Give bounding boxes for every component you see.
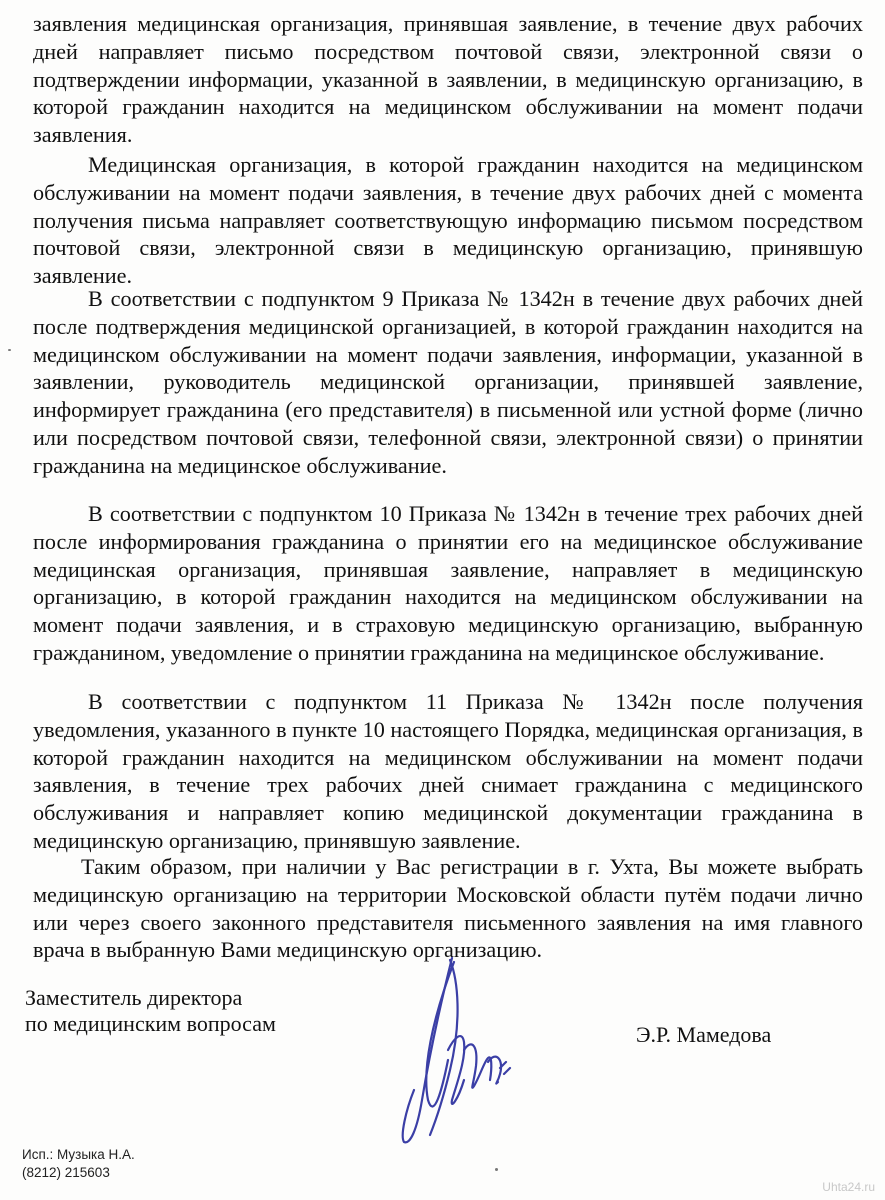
paragraph-1: заявления медицинская организация, принявшая заявление, в течение двух рабочих дней направляет письмо посредством почтовой связи, электронной связи о подтверждении информации, указанной в заявлении, в медицинскую организацию, в которой гражданин находится на медицинском обслуживании на момент подачи заявления. [33, 11, 863, 148]
site-watermark: Uhta24.ru [822, 1180, 875, 1194]
executor-name: Исп.: Музыка Н.А. [22, 1147, 135, 1162]
paragraph-2: Медицинская организация, в которой гражданин находится на медицинском обслуживании на момент подачи заявления, в течение двух рабочих дней с момента получения письма направляет соответствующую информацию письмом посредством почтовой связи, электронной связи в медицинскую организацию, принявшую заявление. [33, 152, 863, 289]
signatory-title-line-2: по медицинским вопросам [25, 1011, 276, 1036]
signatory-title-line-1: Заместитель директора [25, 985, 243, 1010]
paragraph-6: Таким образом, при наличии у Вас регистрации в г. Ухта, Вы можете выбрать медицинскую организацию на территории Московской области путём подачи лично или через своего законного представителя письменного заявления на имя главного врача в выбранную Вами медицинскую организацию. [33, 854, 863, 963]
scan-speck [8, 349, 11, 351]
paragraph-3: В соответствии с подпунктом 9 Приказа № 1342н в течение двух рабочих дней после подтверждения медицинской организацией, в которой гражданин находится на медицинском обслуживании на момент подачи заявления, информации, указанной в заявлении, руководитель медицинской организации, принявшей заявление, информирует гражданина (его представителя) в письменной или устной форме (лично или посредством почтовой связи, телефонной связи, электронной связи) о принятии гражданина на медицинское обслуживание. [33, 286, 863, 478]
paragraph-4: В соответствии с подпунктом 10 Приказа № 1342н в течение трех рабочих дней после информирования гражданина о принятии его на медицинское обслуживание медицинская организация, принявшая заявление, направляет в медицинскую организацию, в которой гражданин находится на медицинском обслуживании на момент подачи заявления, и в страховую медицинскую организацию, выбранную гражданином, уведомление о принятии гражданина на медицинское обслуживание. [33, 501, 863, 665]
signatory-title [25, 985, 276, 1037]
scan-speck [495, 1168, 498, 1171]
signatory-name: Э.Р. Мамедова [636, 1022, 772, 1047]
executor-footer [22, 1146, 135, 1182]
handwritten-signature [392, 950, 522, 1150]
paragraph-5: В соответствии с подпунктом 11 Приказа № 1342н после получения уведомления, указанного в пункте 10 настоящего Порядка, медицинская организация, в которой гражданин находится на медицинском обслуживании на момент подачи заявления, в течение трех рабочих дней снимает гражданина с медицинского обслуживания и направляет копию медицинской документации гражданина в медицинскую организацию, принявшую заявление. [33, 689, 863, 853]
executor-phone: (8212) 215603 [22, 1165, 110, 1180]
